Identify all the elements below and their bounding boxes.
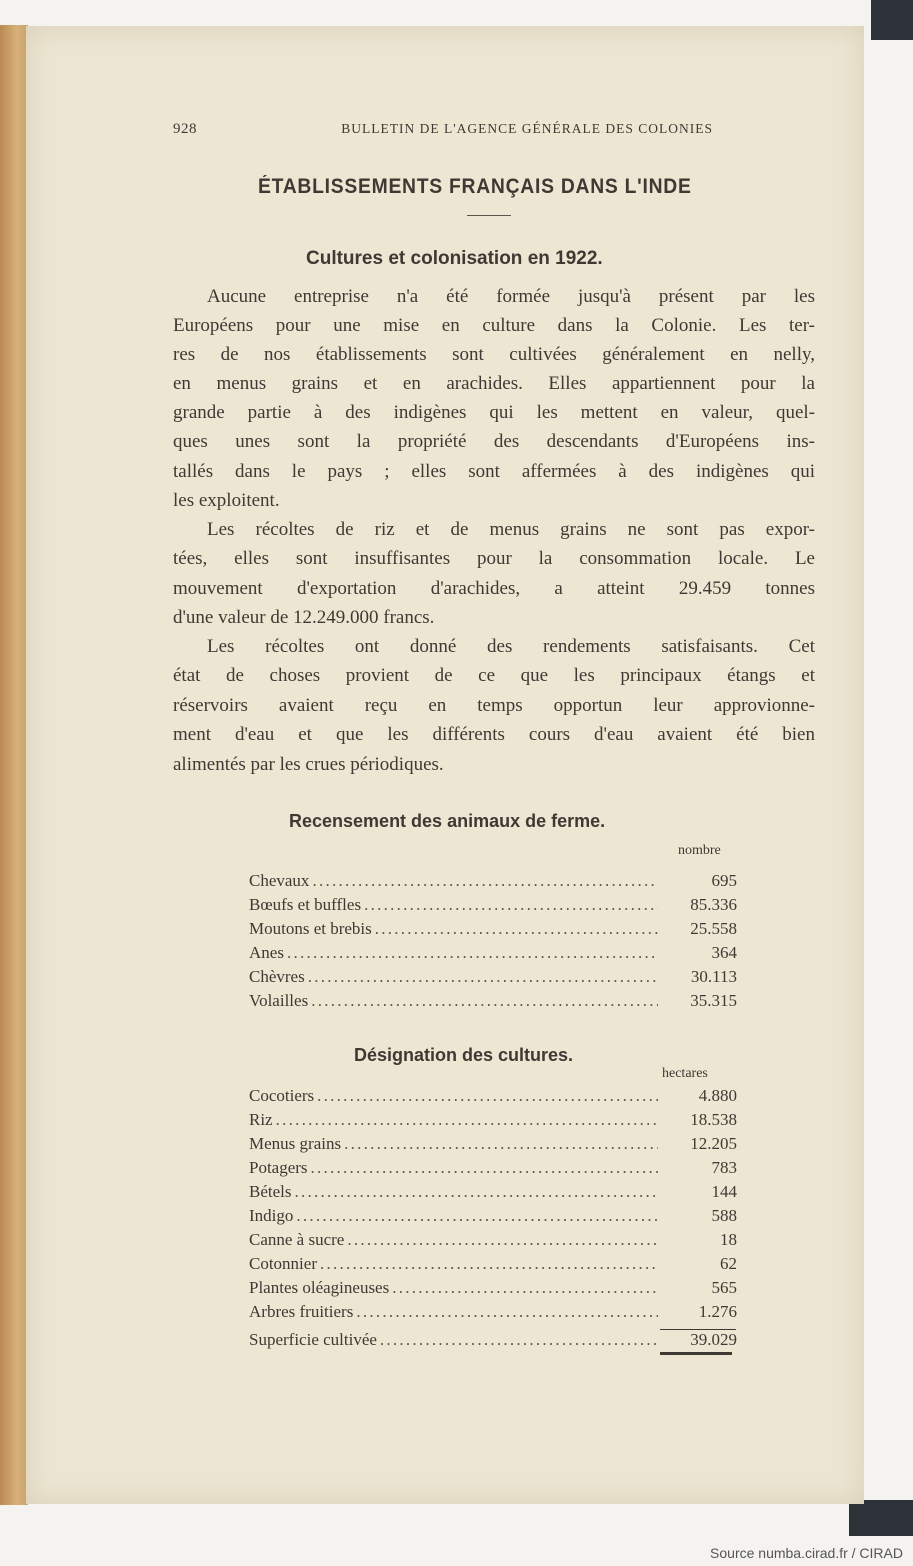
- scan-border: [871, 0, 913, 40]
- row-label: Chèvres: [249, 967, 305, 986]
- text-line: tallés dans le pays ; elles sont affermées à des indigènes qui: [173, 461, 815, 482]
- row-value: 4.880: [698, 1086, 737, 1105]
- crops-title: Désignation des cultures.: [354, 1045, 574, 1065]
- row-value: 695: [711, 871, 737, 890]
- page-title: ÉTABLISSEMENTS FRANÇAIS DANS L'INDE: [258, 175, 692, 198]
- table-row: [249, 1230, 737, 1250]
- table-row: [249, 991, 737, 1011]
- row-label: Plantes oléagineuses: [249, 1278, 390, 1297]
- row-value: 18.538: [690, 1110, 737, 1129]
- leader-dots: [380, 1330, 658, 1350]
- table-row: [249, 919, 737, 939]
- text-line: Les récoltes de riz et de menus grains ne sont pas expor-: [207, 519, 815, 540]
- sum-rule: [660, 1329, 736, 1330]
- table-row: [249, 1182, 737, 1202]
- row-value: 39.029: [690, 1330, 737, 1349]
- text-line: grande partie à des indigènes qui les mettent en valeur, quel-: [173, 402, 815, 423]
- text-line: ques unes sont la propriété des descendants d'Européens ins-: [173, 431, 815, 452]
- text-line: tées, elles sont insuffisantes pour la consommation locale. Le: [173, 548, 815, 569]
- leader-dots: [347, 1230, 658, 1250]
- table-row: [249, 943, 737, 963]
- title-rule: [467, 215, 511, 216]
- text-line: les exploitent.: [173, 490, 280, 511]
- leader-dots: [320, 1254, 658, 1274]
- row-value: 12.205: [690, 1134, 737, 1153]
- source-credit: Source numba.cirad.fr / CIRAD: [710, 1545, 903, 1561]
- leader-dots: [276, 1110, 658, 1130]
- book-edge: [0, 25, 28, 1505]
- row-value: 364: [711, 943, 737, 962]
- table-row: [249, 1134, 737, 1154]
- table-row: [249, 1302, 737, 1322]
- table-row: [249, 871, 737, 891]
- row-label: Moutons et brebis: [249, 919, 372, 938]
- row-label: Bœufs et buffles: [249, 895, 362, 914]
- text-line: ment d'eau et que les différents cours d'eau avaient été bien: [173, 724, 815, 745]
- leader-dots: [344, 1134, 658, 1154]
- total-rule: [660, 1352, 732, 1355]
- row-label: Chevaux: [249, 871, 310, 890]
- row-label: Volailles: [249, 991, 309, 1010]
- leader-dots: [308, 967, 658, 987]
- leader-dots: [356, 1302, 658, 1322]
- table-row: [249, 1278, 737, 1298]
- table-row: [249, 1086, 737, 1106]
- row-value: 18: [720, 1230, 737, 1249]
- total-row: [249, 1330, 737, 1350]
- row-value: 1.276: [698, 1302, 737, 1321]
- row-value: 35.315: [690, 991, 737, 1010]
- leader-dots: [295, 1182, 659, 1202]
- row-value: 30.113: [690, 967, 737, 986]
- table-row: [249, 1254, 737, 1274]
- leader-dots: [312, 871, 658, 891]
- page-number: 928: [173, 121, 197, 137]
- leader-dots: [287, 943, 658, 963]
- row-value: 62: [720, 1254, 737, 1273]
- row-label: Indigo: [249, 1206, 294, 1225]
- text-line: mouvement d'exportation d'arachides, a atteint 29.459 tonnes: [173, 578, 815, 599]
- row-label: Arbres fruitiers: [249, 1302, 354, 1321]
- row-label: Superficie cultivée: [249, 1330, 377, 1349]
- leader-dots: [311, 1158, 658, 1178]
- text-line: réservoirs avaient reçu en temps opportun leur approvionne-: [173, 695, 815, 716]
- livestock-title: Recensement des animaux de ferme.: [289, 811, 606, 831]
- row-label: Cocotiers: [249, 1086, 315, 1105]
- row-label: Anes: [249, 943, 284, 962]
- text-line: Les récoltes ont donné des rendements satisfaisants. Cet: [207, 636, 815, 657]
- section-title: Cultures et colonisation en 1922.: [306, 248, 603, 269]
- row-value: 144: [711, 1182, 737, 1201]
- text-line: Aucune entreprise n'a été formée jusqu'à présent par les: [207, 286, 815, 307]
- livestock-unit: nombre: [678, 843, 721, 858]
- row-label: Canne à sucre: [249, 1230, 345, 1249]
- table-row: [249, 1110, 737, 1130]
- leader-dots: [375, 919, 658, 939]
- leader-dots: [364, 895, 658, 915]
- row-label: Cotonnier: [249, 1254, 317, 1273]
- table-row: [249, 1158, 737, 1178]
- row-label: Bétels: [249, 1182, 292, 1201]
- row-value: 565: [711, 1278, 737, 1297]
- leader-dots: [317, 1086, 658, 1106]
- leader-dots: [296, 1206, 658, 1226]
- crops-unit: hectares: [662, 1066, 708, 1081]
- table-row: [249, 967, 737, 987]
- row-value: 588: [711, 1206, 737, 1225]
- text-line: Européens pour une mise en culture dans la Colonie. Les ter-: [173, 315, 815, 336]
- row-label: Potagers: [249, 1158, 308, 1177]
- running-title: BULLETIN DE L'AGENCE GÉNÉRALE DES COLONIES: [341, 121, 713, 136]
- row-value: 783: [711, 1158, 737, 1177]
- leader-dots: [311, 991, 658, 1011]
- row-label: Riz: [249, 1110, 273, 1129]
- text-line: d'une valeur de 12.249.000 francs.: [173, 607, 435, 628]
- table-row: [249, 1206, 737, 1226]
- text-line: en menus grains et en arachides. Elles appartiennent pour la: [173, 373, 815, 394]
- row-value: 25.558: [690, 919, 737, 938]
- text-line: alimentés par les crues périodiques.: [173, 754, 444, 775]
- table-row: [249, 895, 737, 915]
- row-value: 85.336: [690, 895, 737, 914]
- running-header: [173, 121, 713, 138]
- leader-dots: [392, 1278, 658, 1298]
- text-line: res de nos établissements sont cultivées généralement en nelly,: [173, 344, 815, 365]
- scan-border: [849, 1500, 913, 1536]
- row-label: Menus grains: [249, 1134, 342, 1153]
- text-line: état de choses provient de ce que les principaux étangs et: [173, 665, 815, 686]
